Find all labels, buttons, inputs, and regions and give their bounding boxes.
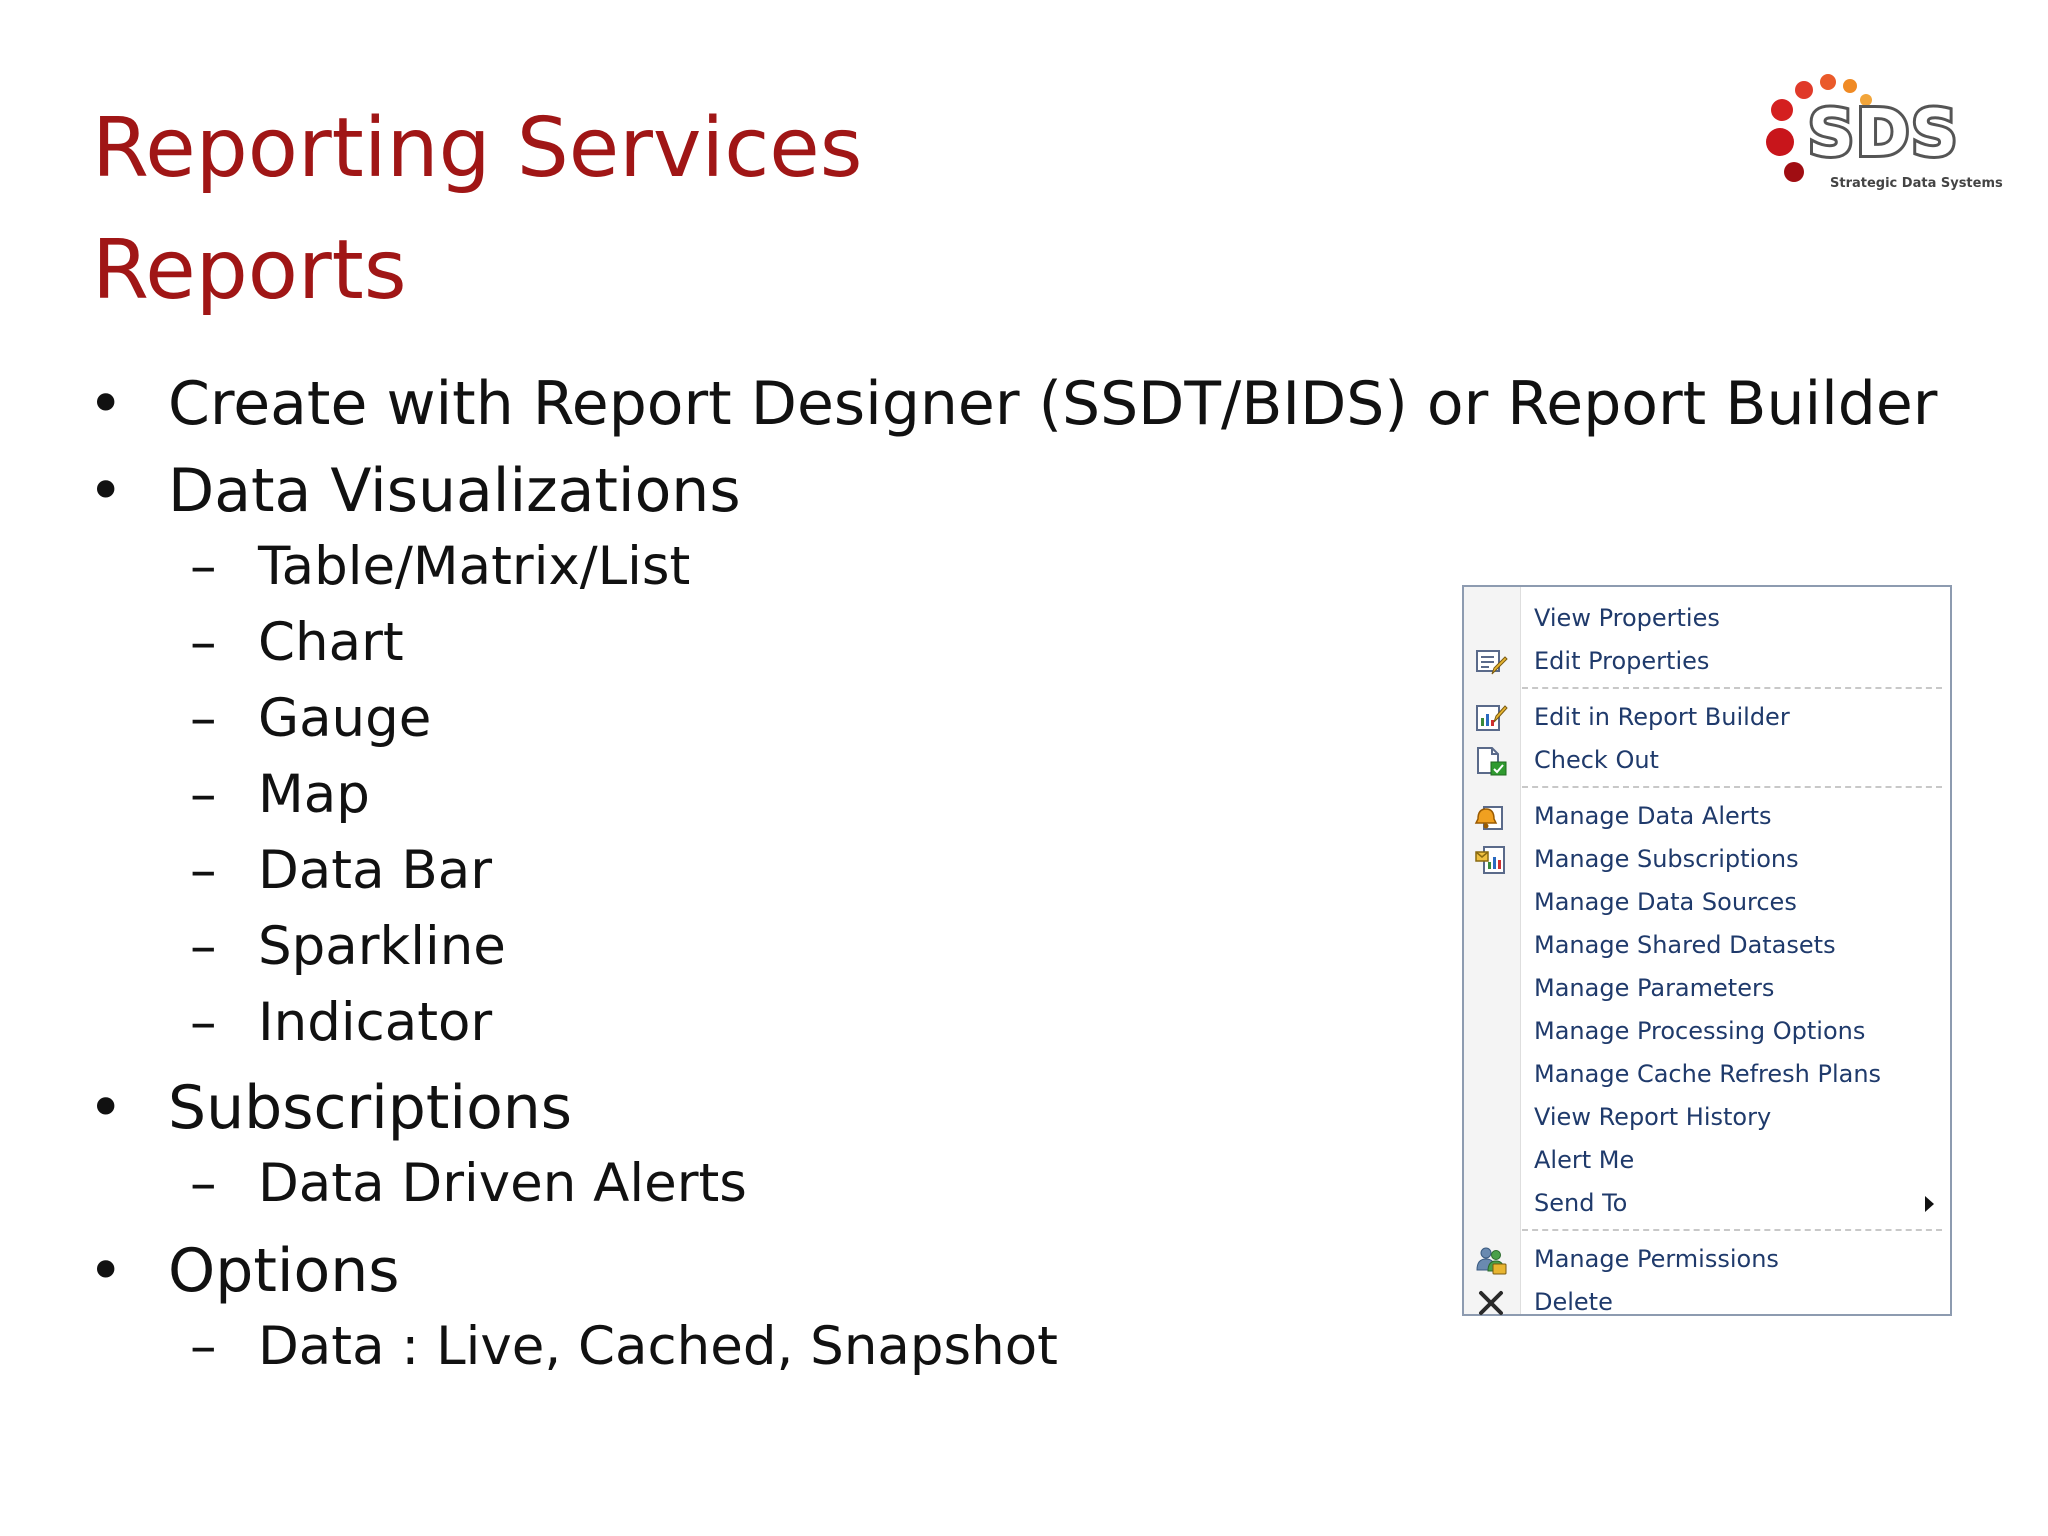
menu-item-manage-data-sources[interactable] [1464,881,1950,924]
sub-bullet-text: Table/Matrix/List [258,536,691,597]
bullet-text: Create with Report Designer (SSDT/BIDS) or Report Builder [168,369,1938,439]
sub-bullet-text: Sparkline [258,916,506,977]
menu-item-label: Manage Cache Refresh Plans [1534,1060,1882,1088]
slide-title-line-1: Reporting Services [92,101,863,196]
menu-item-label: Manage Data Sources [1534,888,1797,916]
dash-marker: – [190,1153,217,1214]
subscriptions-icon [1474,844,1508,876]
bullet-text: Options [168,1236,400,1306]
sub-bullet-text: Data Driven Alerts [258,1153,747,1214]
menu-item-label: Alert Me [1534,1146,1635,1174]
dash-marker: – [190,1316,217,1377]
logo-wordmark: SDS [1808,97,1960,171]
menu-separator [1522,687,1942,689]
menu-item-label: Manage Processing Options [1534,1017,1866,1045]
menu-separator [1522,786,1942,788]
sub-bullet-text: Indicator [258,992,493,1053]
data-alerts-icon [1474,801,1508,833]
sub-bullet-text: Map [258,764,370,825]
menu-item-label: Edit Properties [1534,647,1710,675]
bullet-text: Subscriptions [168,1073,573,1143]
bullet-text: Data Visualizations [168,456,741,526]
check-out-icon [1474,745,1508,777]
permissions-icon [1474,1244,1508,1276]
sub-bullet-text: Chart [258,612,404,673]
sub-bullet-text: Data : Live, Cached, Snapshot [258,1316,1058,1377]
menu-item-manage-permissions[interactable] [1464,1238,1950,1281]
menu-item-label: Manage Shared Datasets [1534,931,1836,959]
menu-item-alert-me[interactable] [1464,1139,1950,1182]
slide-title [92,88,862,332]
sds-logo [1760,72,2030,202]
dash-marker: – [190,992,217,1053]
menu-item-label: Manage Subscriptions [1534,845,1799,873]
menu-item-label: Manage Data Alerts [1534,802,1772,830]
menu-item-label: Manage Parameters [1534,974,1775,1002]
delete-icon [1474,1287,1508,1319]
sub-bullet-text: Gauge [258,688,432,749]
report-context-menu [1462,585,1952,1316]
menu-item-manage-processing-options[interactable] [1464,1010,1950,1053]
menu-item-manage-parameters[interactable] [1464,967,1950,1010]
bullet-marker: • [88,456,124,526]
menu-separator [1522,1229,1942,1231]
menu-item-manage-data-alerts[interactable] [1464,795,1950,838]
bullet-marker: • [88,1236,124,1306]
menu-item-label: Send To [1534,1189,1628,1217]
menu-item-delete[interactable] [1464,1281,1950,1324]
menu-item-edit-properties[interactable] [1464,640,1950,683]
logo-tagline: Strategic Data Systems [1830,176,2003,191]
menu-item-view-properties[interactable] [1464,597,1950,640]
menu-item-view-report-history[interactable] [1464,1096,1950,1139]
menu-item-label: Delete [1534,1288,1613,1316]
menu-item-manage-subscriptions[interactable] [1464,838,1950,881]
dash-marker: – [190,916,217,977]
dash-marker: – [190,536,217,597]
edit-properties-icon [1474,646,1508,678]
menu-item-label: Check Out [1534,746,1659,774]
bullet-marker: • [88,369,124,439]
menu-item-label: View Report History [1534,1103,1772,1131]
menu-item-manage-shared-datasets[interactable] [1464,924,1950,967]
slide-title-line-2: Reports [92,223,407,318]
menu-item-label: Edit in Report Builder [1534,703,1790,731]
dash-marker: – [190,840,217,901]
menu-item-label: Manage Permissions [1534,1245,1779,1273]
report-builder-icon [1474,702,1508,734]
dash-marker: – [190,688,217,749]
menu-item-check-out[interactable] [1464,739,1950,782]
menu-item-send-to[interactable] [1464,1182,1950,1225]
dash-marker: – [190,612,217,673]
bullet-marker: • [88,1073,124,1143]
menu-item-edit-in-report-builder[interactable] [1464,696,1950,739]
dash-marker: – [190,764,217,825]
menu-item-label: View Properties [1534,604,1720,632]
menu-item-manage-cache-refresh-plans[interactable] [1464,1053,1950,1096]
sub-bullet-text: Data Bar [258,840,493,901]
submenu-arrow-icon [1925,1196,1934,1212]
